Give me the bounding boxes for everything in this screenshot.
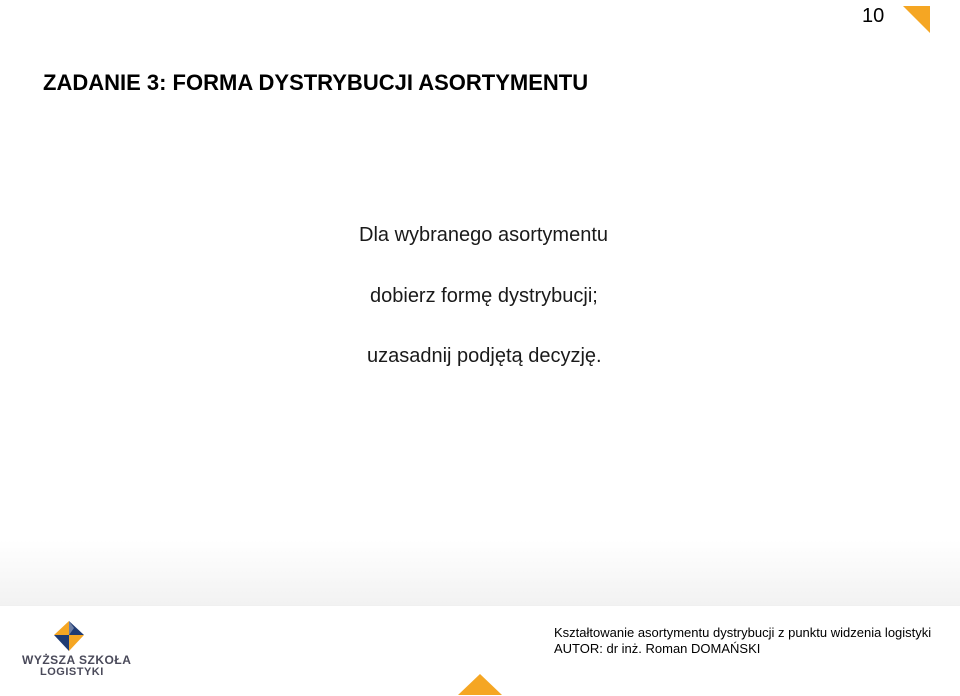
wsl-logo-icon: [50, 619, 88, 653]
slide-number: 10: [862, 5, 885, 27]
orange-triangle-icon: [903, 6, 930, 33]
author-line: AUTOR: dr inż. Roman DOMAŃSKI: [554, 641, 761, 656]
footer-info: [554, 625, 954, 657]
slide-title: ZADANIE 3: FORMA DYSTRYBUCJI ASORTYMENTU: [43, 70, 589, 95]
body-line-2: dobierz formę dystrybucji;: [370, 285, 598, 307]
body-line-1: Dla wybranego asortymentu: [359, 224, 609, 246]
logo-text-school: WYŻSZA SZKOŁA: [22, 653, 132, 667]
body-line-3: uzasadnij podjętą decyzję.: [367, 345, 602, 367]
course-title: Kształtowanie asortymentu dystrybucji z punktu widzenia logistyki: [554, 625, 932, 640]
logo-text-logistics: LOGISTYKI: [40, 666, 104, 678]
orange-bottom-triangle-icon: [458, 674, 502, 695]
footer-shade: [0, 540, 960, 605]
